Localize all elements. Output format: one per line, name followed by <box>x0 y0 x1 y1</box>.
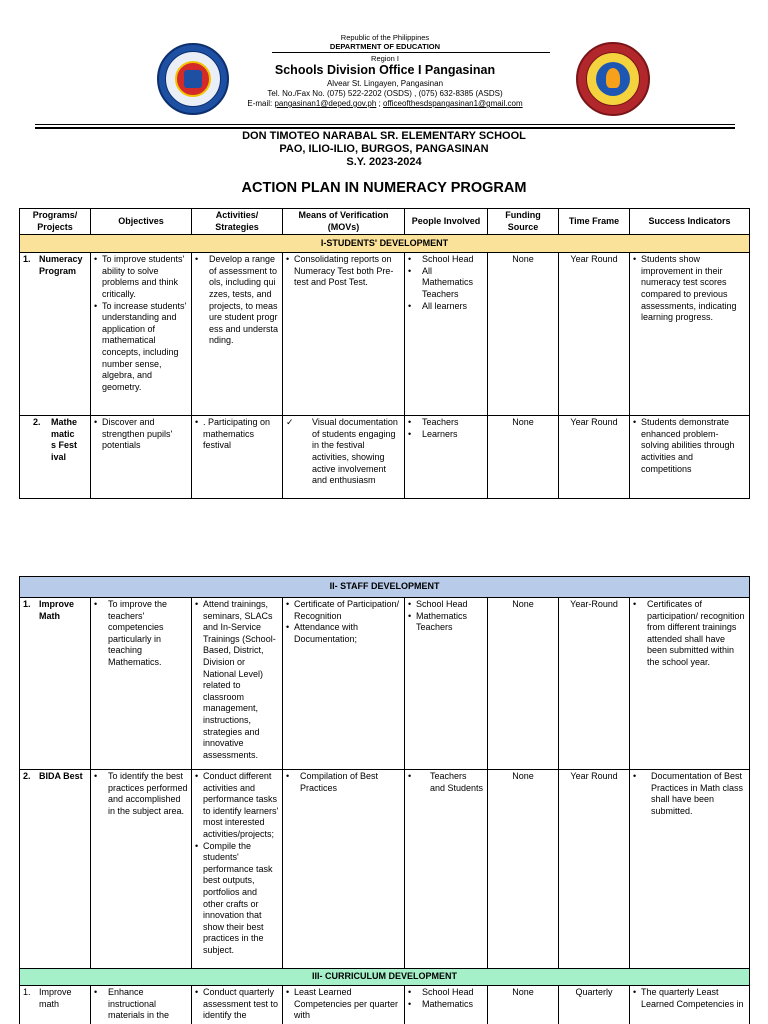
mov-item: • Certificate of Participation/ Recognition <box>286 599 401 622</box>
activity-item: • Compile the students' performance task best outputs, portfolios and other crafts or innovation that show their best practices in the subject. <box>195 841 279 957</box>
program-name: Mathematics Festival <box>51 417 78 462</box>
people-item: • All learners <box>408 301 484 313</box>
mov-item: • Least Learned Competencies per quarter with <box>286 987 401 1022</box>
row-number: 1. <box>23 987 31 997</box>
section-title: II- STAFF DEVELOPMENT <box>20 577 750 598</box>
mov-item: • Consolidating reports on Numeracy Test both Pre-test and Post Test. <box>286 254 401 289</box>
col-funding: Funding Source <box>488 209 559 235</box>
people-item: • Mathematics Teachers <box>408 611 484 634</box>
email-link-gmail[interactable]: officeofthesdspangasinan1@gmail.com <box>383 99 523 108</box>
success-item: • The quarterly Least Learned Competencies in <box>633 987 746 1010</box>
col-time-frame: Time Frame <box>559 209 630 235</box>
region-label: Region I <box>371 54 399 63</box>
header-divider <box>272 52 550 53</box>
success-item: • Certificates of participation/ recognition from different trainings attended shall have been submitted within the school year. <box>633 599 746 669</box>
email-link-deped[interactable]: pangasinan1@deped.gov.ph <box>274 99 377 108</box>
department-label: DEPARTMENT OF EDUCATION <box>329 42 441 51</box>
row-number: 2. <box>33 417 41 428</box>
people-item: • Learners <box>408 429 484 441</box>
action-plan-table-part1 <box>19 208 750 499</box>
section-row-staff <box>20 577 750 598</box>
table-header-row <box>20 209 750 235</box>
program-name: Improve math <box>39 987 72 1009</box>
success-item: • Students demonstrate enhanced problem-solving abilities through activities and competitions <box>633 417 746 475</box>
school-address: PAO, ILIO-ILIO, BURGOS, PANGASINAN <box>279 143 489 155</box>
success-item: • Students show improvement in their numeracy test scores compared to previous assessments, indicating learning progress. <box>633 254 746 324</box>
people-item: • All Mathematics Teachers <box>408 266 484 301</box>
people-item: • Teachers <box>408 417 484 429</box>
table-row <box>20 986 750 1024</box>
col-movs: Means of Verification (MOVs) <box>283 209 405 235</box>
time-frame: Year Round <box>559 416 630 499</box>
section-row-students <box>20 235 750 253</box>
mov-item: • Compilation of Best Practices <box>286 771 401 794</box>
col-people: People Involved <box>405 209 488 235</box>
table-row <box>20 770 750 969</box>
section-row-curriculum <box>20 969 750 986</box>
objective-item: • To increase students' understanding and application of mathematical concepts, including number sense, algebra, and geometry. <box>94 301 188 394</box>
email-label: E-mail: <box>247 99 275 108</box>
col-objectives: Objectives <box>91 209 192 235</box>
action-plan-table-part2 <box>19 576 750 1024</box>
time-frame: Quarterly <box>559 986 630 1024</box>
section-title: I-STUDENTS' DEVELOPMENT <box>20 235 750 253</box>
activity-item: • Attend trainings, seminars, SLACs and In-Service Trainings (School-Based, District, Division or National Level) related to classroom management, instructions, strategies and innovative assessments. <box>195 599 279 761</box>
activity-item: • Conduct quarterly assessment test to identify the <box>195 987 279 1022</box>
time-frame: Year Round <box>559 770 630 969</box>
col-success: Success Indicators <box>630 209 750 235</box>
row-number: 1. <box>23 599 31 609</box>
table-row <box>20 598 750 770</box>
row-number: 2. <box>23 771 31 781</box>
header-rule-thin <box>35 124 735 125</box>
division-telephone: Tel. No./Fax No. (075) 522-2202 (OSDS) , (075) 632-8385 (ASDS) <box>267 89 503 98</box>
division-address: Alvear St. Lingayen, Pangasinan <box>326 79 444 88</box>
objective-item: • To identify the best practices performed and accomplished in the subject area. <box>94 771 188 817</box>
school-name: DON TIMOTEO NARABAL SR. ELEMENTARY SCHOOL <box>242 130 526 142</box>
people-item: • School Head <box>408 254 484 266</box>
people-item: • School Head <box>408 599 484 611</box>
objective-item: • Discover and strengthen pupils' potentials <box>94 417 188 452</box>
program-name: BIDA Best <box>39 771 83 781</box>
funding-source: None <box>488 598 559 770</box>
funding-source: None <box>488 770 559 969</box>
republic-label: Republic of the Philippines <box>340 33 430 42</box>
header-rule-thick <box>35 127 735 129</box>
division-email <box>215 99 555 108</box>
objective-item: • To improve students' ability to solve problems and think critically. <box>94 254 188 300</box>
people-item: • Teachers and Students <box>408 771 484 794</box>
objective-item: • To improve the teachers' competencies particularly in teaching Mathematics. <box>94 599 188 669</box>
time-frame: Year-Round <box>559 598 630 770</box>
col-programs: Programs/ Projects <box>20 209 91 235</box>
row-number: 1. <box>23 254 31 265</box>
letterhead <box>0 0 768 130</box>
funding-source: None <box>488 416 559 499</box>
objective-item: • Enhance instructional materials in the <box>94 987 188 1022</box>
funding-source: None <box>488 986 559 1024</box>
table-row <box>20 253 750 416</box>
table-row <box>20 416 750 499</box>
activity-item: • Develop a range of assessment tools, including quizzes, tests, and projects, to measure student progress and understanding. <box>195 254 279 347</box>
school-year: S.Y. 2023-2024 <box>346 156 422 168</box>
division-name: Schools Division Office I Pangasinan <box>274 63 496 77</box>
document-title: ACTION PLAN IN NUMERACY PROGRAM <box>241 180 527 196</box>
sdo-pangasinan-seal-logo <box>576 42 650 116</box>
mov-item: • Attendance with Documentation; <box>286 622 401 645</box>
col-activities: Activities/ Strategies <box>192 209 283 235</box>
program-name: Numeracy Program <box>39 254 83 276</box>
section-title: III- CURRICULUM DEVELOPMENT <box>20 969 750 986</box>
mov-item: ✓ Visual documentation of students engaging in the festival activities, showing active involvement and enthusiasm <box>286 417 401 487</box>
program-name: Improve Math <box>39 599 75 621</box>
time-frame: Year Round <box>559 253 630 416</box>
activity-item: • Conduct different activities and performance tasks to identify learners' most interested activities/projects; <box>195 771 279 841</box>
people-item: • Mathematics <box>408 999 484 1011</box>
funding-source: None <box>488 253 559 416</box>
success-item: • Documentation of Best Practices in Math class shall have been submitted. <box>633 771 746 817</box>
activity-item: • . Participating on mathematics festival <box>195 417 279 452</box>
email-separator: ; <box>376 99 383 108</box>
people-item: • School Head <box>408 987 484 999</box>
